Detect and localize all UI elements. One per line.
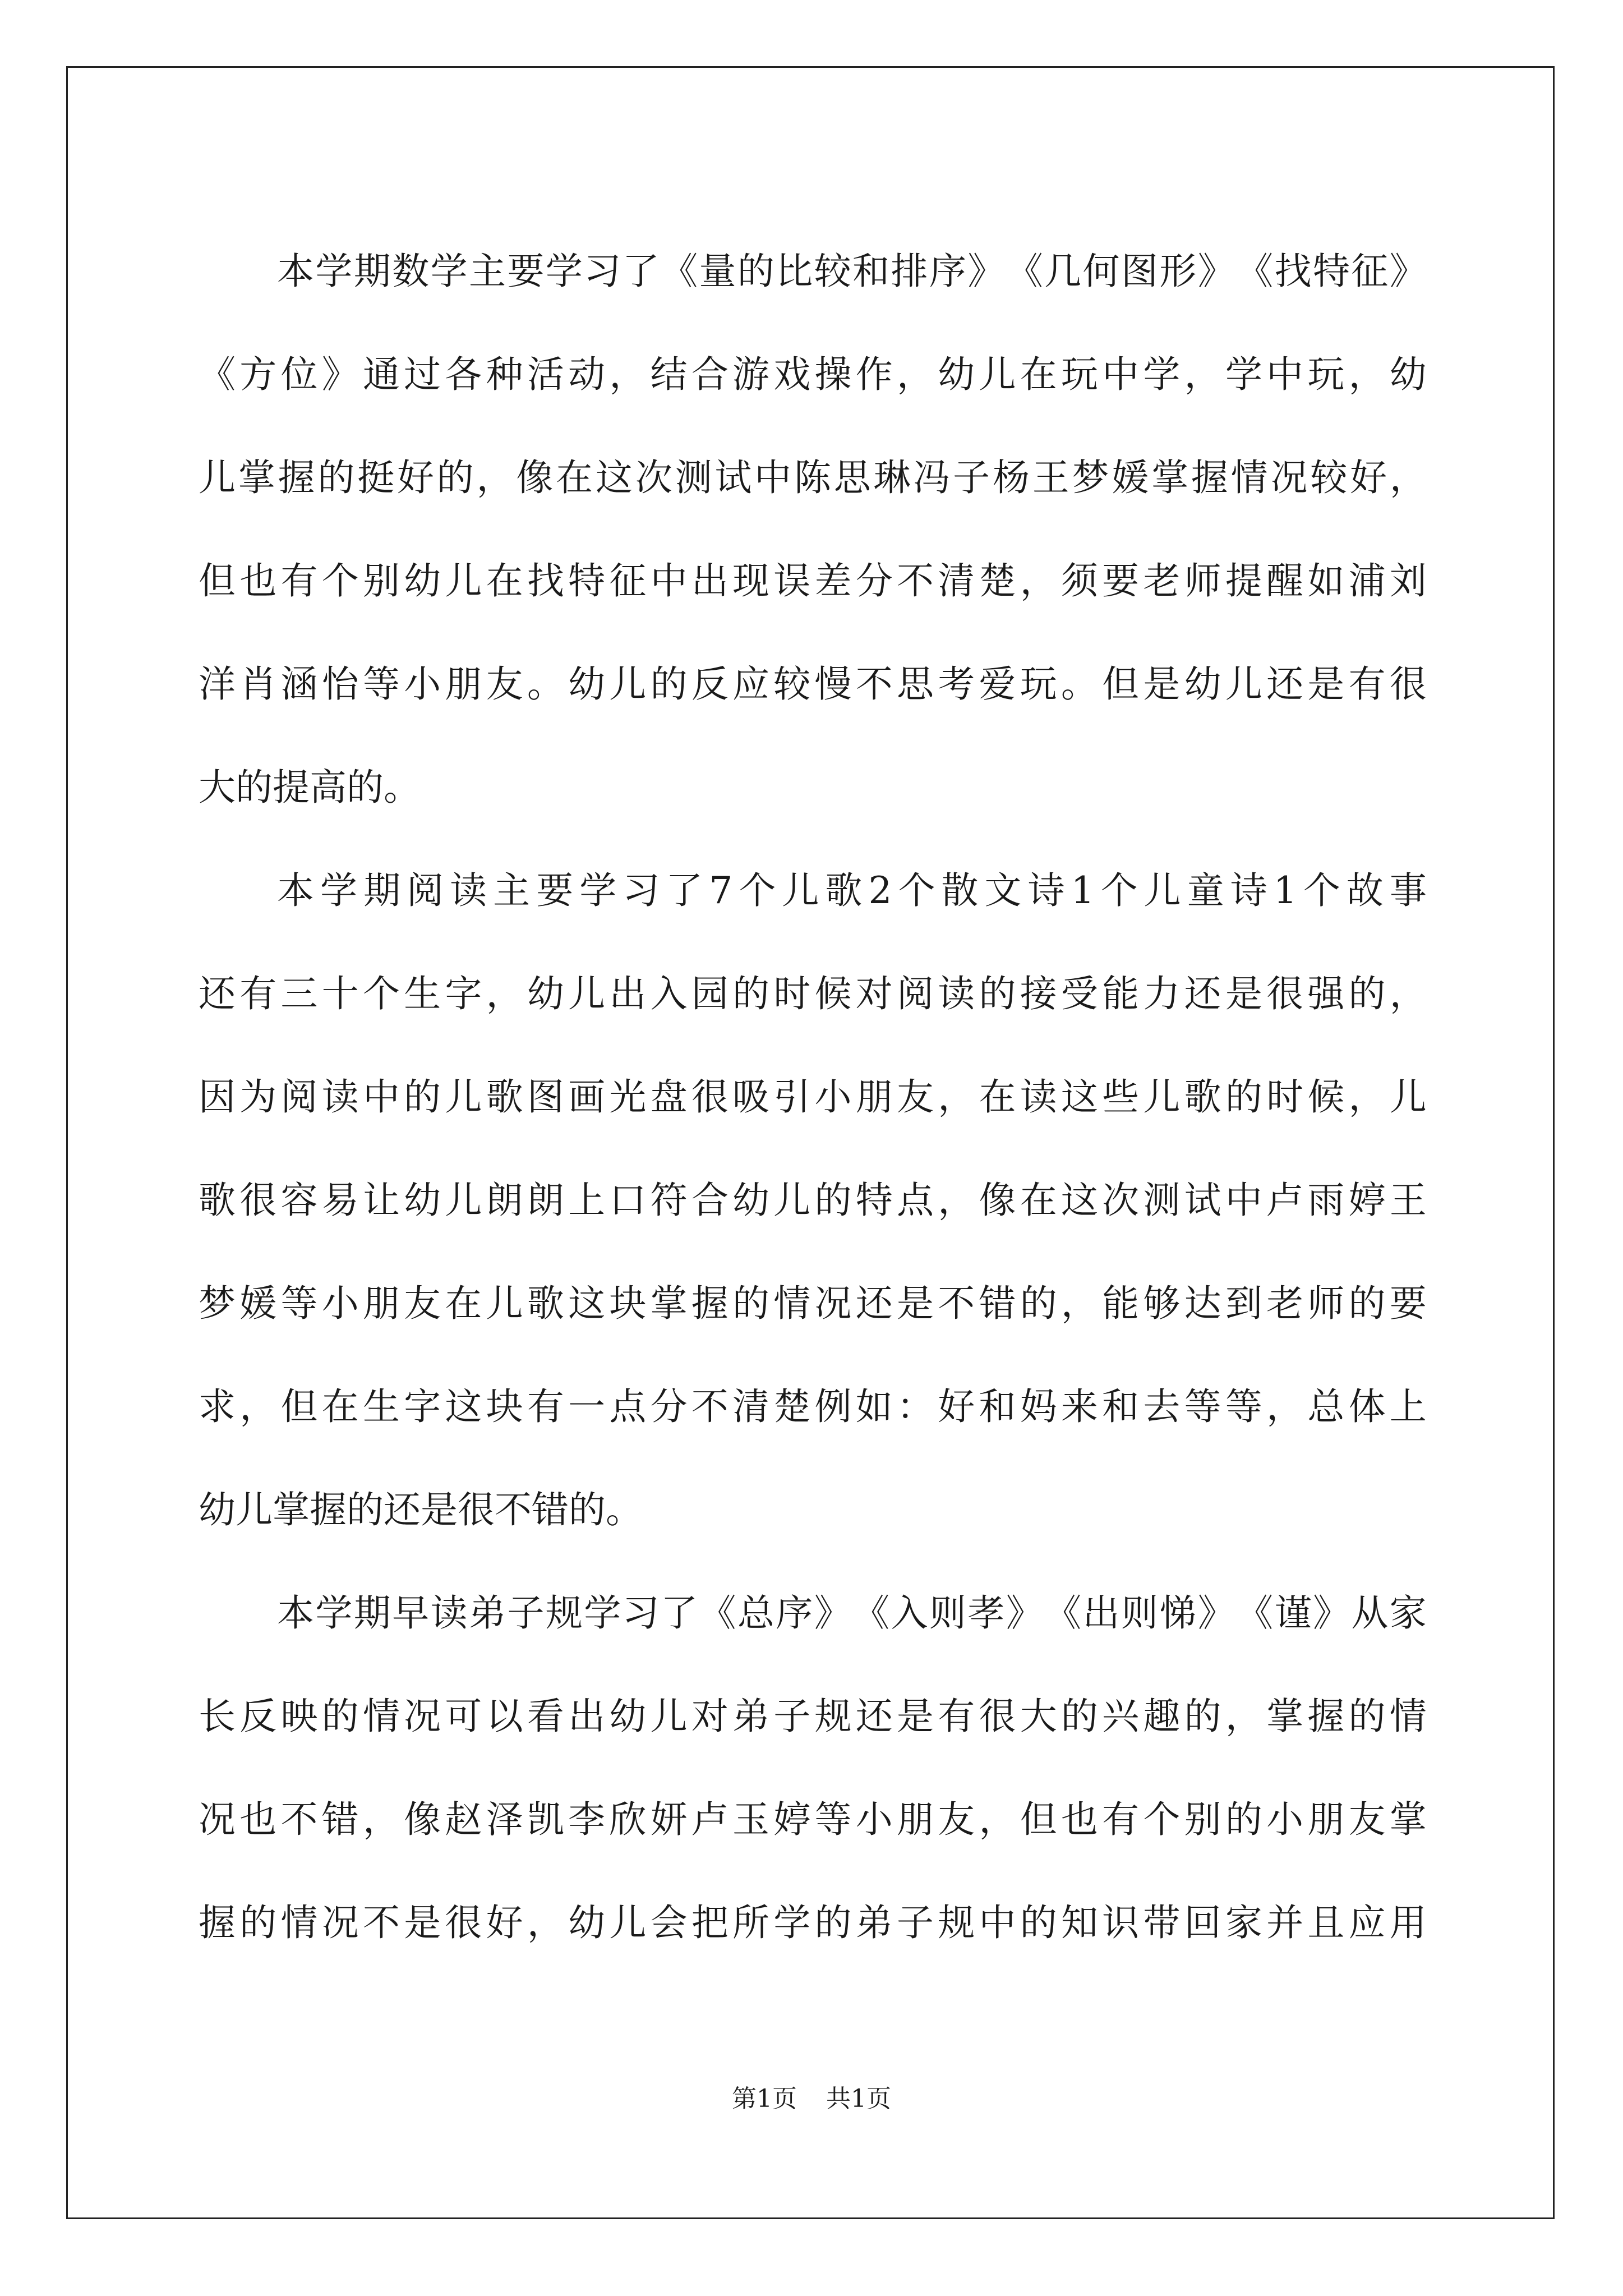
page-total: 共1页 (826, 2085, 891, 2113)
document-body (199, 220, 1427, 1975)
text-line: 求 ， 但 在 生 字 这 块 有 一 点 分 不 清 楚 例 如 ： 好 和 妈 来 和 去 等 等 ， 总 体 上 (199, 1385, 1427, 1428)
text-line: 歌 很 容 易 让 幼 儿 朗 朗 上 口 符 合 幼 儿 的 特 点 ， 像 在 这 次 测 试 中 卢 雨 婷 王 (199, 1179, 1427, 1222)
text-line: 但 也 有 个 别 幼 儿 在 找 特 征 中 出 现 误 差 分 不 清 楚 ， 须 要 老 师 提 醒 如 浦 刘 (199, 559, 1427, 602)
text-line: 梦 媛 等 小 朋 友 在 儿 歌 这 块 掌 握 的 情 况 还 是 不 错 的 ， 能 够 达 到 老 师 的 要 (199, 1282, 1427, 1325)
text-line: 还 有 三 十 个 生 字 ， 幼 儿 出 入 园 的 时 候 对 阅 读 的 接 受 能 力 还 是 很 强 的 ， (199, 972, 1427, 1015)
page-number: 第1页 (732, 2085, 797, 2113)
text-line: 本 学 期 早 读 弟 子 规 学 习 了 《 总 序 》 《 入 则 孝 》 《 出 则 悌 》 《 谨 》 从 家 (277, 1591, 1427, 1635)
text-line: 因 为 阅 读 中 的 儿 歌 图 画 光 盘 很 吸 引 小 朋 友 ， 在 读 这 些 儿 歌 的 时 候 ， 儿 (199, 1075, 1427, 1119)
text-line: 《 方 位 》 通 过 各 种 活 动 ， 结 合 游 戏 操 作 ， 幼 儿 在 玩 中 学 ， 学 中 玩 ， 幼 (199, 353, 1427, 396)
text-line: 本 学 期 数 学 主 要 学 习 了 《 量 的 比 较 和 排 序 》 《 几 何 图 形 》 《 找 特 征 》 (277, 250, 1427, 293)
text-line: 本 学 期 阅 读 主 要 学 习 了 7 个 儿 歌 2 个 散 文 诗 1 个 儿 童 诗 1 个 故 事 (277, 869, 1427, 912)
text-line: 大 的 提 高 的 。 (199, 766, 421, 809)
text-line: 握 的 情 况 不 是 很 好 ， 幼 儿 会 把 所 学 的 弟 子 规 中 的 知 识 带 回 家 并 且 应 用 (199, 1901, 1427, 1944)
text-line: 长 反 映 的 情 况 可 以 看 出 幼 儿 对 弟 子 规 还 是 有 很 大 的 兴 趣 的 ， 掌 握 的 情 (199, 1695, 1427, 1738)
text-line: 洋 肖 涵 怡 等 小 朋 友 。 幼 儿 的 反 应 较 慢 不 思 考 爱 玩 。 但 是 幼 儿 还 是 有 很 (199, 662, 1427, 706)
page-footer (0, 2087, 1623, 2111)
text-line: 况 也 不 错 ， 像 赵 泽 凯 李 欣 妍 卢 玉 婷 等 小 朋 友 ， 但 也 有 个 别 的 小 朋 友 掌 (199, 1798, 1427, 1841)
text-line: 幼 儿 掌 握 的 还 是 很 不 错 的 。 (199, 1488, 643, 1531)
text-line: 儿 掌 握 的 挺 好 的 ， 像 在 这 次 测 试 中 陈 思 琳 冯 子 杨 王 梦 媛 掌 握 情 况 较 好 ， (199, 456, 1427, 499)
